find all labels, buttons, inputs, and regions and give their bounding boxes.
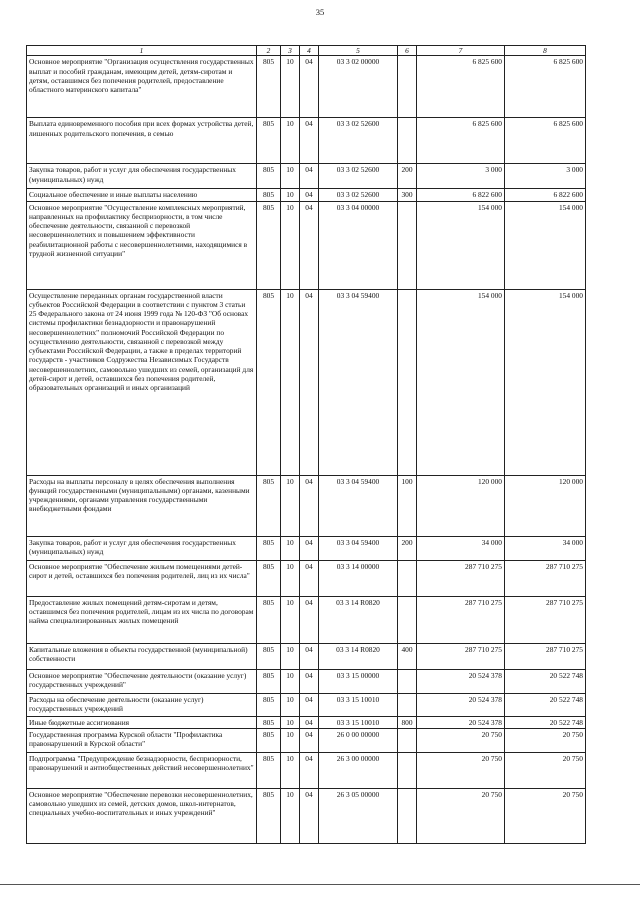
amount-col-7: 287 710 275 <box>417 560 505 596</box>
amount-col-8: 6 822 600 <box>505 189 586 201</box>
expense-type-code <box>398 118 417 164</box>
expense-type-code: 800 <box>398 716 417 728</box>
ministry-code: 805 <box>257 189 281 201</box>
section-code: 10 <box>281 201 300 289</box>
target-article-code: 03 3 04 00000 <box>319 201 398 289</box>
target-article-code: 26 3 05 00000 <box>319 788 398 843</box>
amount-col-8: 287 710 275 <box>505 596 586 643</box>
target-article-code: 26 0 00 00000 <box>319 728 398 752</box>
target-article-code: 03 3 04 59400 <box>319 536 398 560</box>
expense-type-code <box>398 289 417 475</box>
ministry-code: 805 <box>257 752 281 788</box>
section-code: 10 <box>281 118 300 164</box>
section-code: 10 <box>281 560 300 596</box>
section-code: 10 <box>281 189 300 201</box>
amount-col-7: 6 825 600 <box>417 56 505 118</box>
subsection-code: 04 <box>300 693 319 716</box>
subsection-code: 04 <box>300 289 319 475</box>
subsection-code: 04 <box>300 475 319 536</box>
expense-type-code <box>398 56 417 118</box>
amount-col-8: 20 522 748 <box>505 669 586 693</box>
amount-col-7: 20 524 378 <box>417 693 505 716</box>
target-article-code: 03 3 14 00000 <box>319 560 398 596</box>
ministry-code: 805 <box>257 56 281 118</box>
amount-col-8: 20 750 <box>505 788 586 843</box>
expense-type-code: 300 <box>398 189 417 201</box>
amount-col-7: 287 710 275 <box>417 643 505 669</box>
expense-type-code <box>398 752 417 788</box>
expense-type-code <box>398 728 417 752</box>
subsection-code: 04 <box>300 536 319 560</box>
item-name: Закупка товаров, работ и услуг для обеспечения государственных (муниципальных) нужд <box>27 536 257 560</box>
table-row <box>27 669 586 693</box>
amount-col-7: 154 000 <box>417 201 505 289</box>
table-row <box>27 716 586 728</box>
scan-bottom-edge <box>0 884 640 885</box>
page-number: 35 <box>315 7 325 17</box>
item-name: Основное мероприятие "Осуществление комплексных мероприятий, направленных на профилактику беспризорности, в том числе обеспечение деятельности, связанной с перевозкой несовершеннолетних и повышением эффективности реабилитационной работы с несовершеннолетними, находящимися в трудной жизненной ситуации" <box>27 201 257 289</box>
table-row <box>27 752 586 788</box>
expense-type-code <box>398 788 417 843</box>
amount-col-7: 20 750 <box>417 752 505 788</box>
ministry-code: 805 <box>257 536 281 560</box>
section-code: 10 <box>281 536 300 560</box>
table-row <box>27 289 586 475</box>
section-code: 10 <box>281 752 300 788</box>
table-row <box>27 596 586 643</box>
ministry-code: 805 <box>257 201 281 289</box>
ministry-code: 805 <box>257 560 281 596</box>
expense-type-code: 100 <box>398 475 417 536</box>
target-article-code: 03 3 14 R0820 <box>319 643 398 669</box>
column-number-header: 6 <box>398 46 417 56</box>
table-row <box>27 788 586 843</box>
expense-type-code <box>398 560 417 596</box>
section-code: 10 <box>281 643 300 669</box>
amount-col-7: 20 750 <box>417 788 505 843</box>
target-article-code: 03 3 02 52600 <box>319 189 398 201</box>
amount-col-7: 3 000 <box>417 164 505 189</box>
subsection-code: 04 <box>300 164 319 189</box>
amount-col-7: 20 750 <box>417 728 505 752</box>
ministry-code: 805 <box>257 728 281 752</box>
item-name: Расходы на обеспечение деятельности (оказание услуг) государственных учреждений <box>27 693 257 716</box>
subsection-code: 04 <box>300 788 319 843</box>
section-code: 10 <box>281 475 300 536</box>
target-article-code: 03 3 15 10010 <box>319 716 398 728</box>
item-name: Капитальные вложения в объекты государственной (муниципальной) собственности <box>27 643 257 669</box>
amount-col-8: 20 750 <box>505 752 586 788</box>
item-name: Выплата единовременного пособия при всех формах устройства детей, лишенных родительского попечения, в семью <box>27 118 257 164</box>
subsection-code: 04 <box>300 669 319 693</box>
ministry-code: 805 <box>257 693 281 716</box>
expense-type-code: 400 <box>398 643 417 669</box>
target-article-code: 26 3 00 00000 <box>319 752 398 788</box>
section-code: 10 <box>281 669 300 693</box>
expense-type-code <box>398 693 417 716</box>
target-article-code: 03 3 15 00000 <box>319 669 398 693</box>
expense-type-code <box>398 669 417 693</box>
budget-table <box>26 45 586 844</box>
subsection-code: 04 <box>300 189 319 201</box>
ministry-code: 805 <box>257 118 281 164</box>
section-code: 10 <box>281 596 300 643</box>
subsection-code: 04 <box>300 643 319 669</box>
table-row <box>27 118 586 164</box>
amount-col-7: 154 000 <box>417 289 505 475</box>
item-name: Осуществление переданных органам государственной власти субъектов Российской Федерации в соответствии с пунктом 3 статьи 25 Федерального закона от 24 июня 1999 года № 120-ФЗ "Об основах системы профилактики безнадзорности и правонарушений несовершеннолетних" полномочий Российской Федерации по осуществлению деятельности, связанной с перевозкой между субъектами Российской Федерации, а также в пределах территорий государств - участников Содружества Независимых Государств несовершеннолетних, самовольно ушедших из семей, организаций для детей-сирот и детей, оставшихся без попечения родителей, образовательных организаций и иных организаций <box>27 289 257 475</box>
amount-col-8: 154 000 <box>505 201 586 289</box>
column-number-header: 1 <box>27 46 257 56</box>
amount-col-7: 287 710 275 <box>417 596 505 643</box>
section-code: 10 <box>281 693 300 716</box>
subsection-code: 04 <box>300 560 319 596</box>
ministry-code: 805 <box>257 643 281 669</box>
item-name: Социальное обеспечение и иные выплаты населению <box>27 189 257 201</box>
item-name: Предоставление жилых помещений детям-сиротам и детям, оставшимся без попечения родителей, лицам из их числа по договорам найма специализированных жилых помещений <box>27 596 257 643</box>
ministry-code: 805 <box>257 669 281 693</box>
target-article-code: 03 3 14 R0820 <box>319 596 398 643</box>
amount-col-8: 34 000 <box>505 536 586 560</box>
amount-col-7: 120 000 <box>417 475 505 536</box>
target-article-code: 03 3 15 10010 <box>319 693 398 716</box>
table-row <box>27 728 586 752</box>
table-row <box>27 56 586 118</box>
ministry-code: 805 <box>257 596 281 643</box>
item-name: Основное мероприятие "Обеспечение жильем помещениями детей-сирот и детей, оставшихся без попечения родителей, лиц из их числа" <box>27 560 257 596</box>
table-row <box>27 643 586 669</box>
item-name: Государственная программа Курской области "Профилактика правонарушений в Курской области" <box>27 728 257 752</box>
column-number-header: 8 <box>505 46 586 56</box>
ministry-code: 805 <box>257 716 281 728</box>
section-code: 10 <box>281 716 300 728</box>
amount-col-8: 20 522 748 <box>505 693 586 716</box>
item-name: Основное мероприятие "Обеспечение перевозки несовершеннолетних, самовольно ушедших из семей, детских домов, школ-интернатов, специальных учебно-воспитательных и иных учреждений" <box>27 788 257 843</box>
column-number-header: 7 <box>417 46 505 56</box>
section-code: 10 <box>281 788 300 843</box>
section-code: 10 <box>281 289 300 475</box>
item-name: Подпрограмма "Предупреждение безнадзорности, беспризорности, правонарушений и антиобщественных действий несовершеннолетних" <box>27 752 257 788</box>
amount-col-8: 154 000 <box>505 289 586 475</box>
amount-col-8: 6 825 600 <box>505 56 586 118</box>
column-number-header: 4 <box>300 46 319 56</box>
section-code: 10 <box>281 728 300 752</box>
amount-col-7: 20 524 378 <box>417 669 505 693</box>
table-row <box>27 201 586 289</box>
item-name: Основное мероприятие "Обеспечение деятельности (оказание услуг) государственных учреждений" <box>27 669 257 693</box>
amount-col-8: 287 710 275 <box>505 560 586 596</box>
subsection-code: 04 <box>300 728 319 752</box>
amount-col-8: 287 710 275 <box>505 643 586 669</box>
expense-type-code: 200 <box>398 536 417 560</box>
amount-col-8: 20 750 <box>505 728 586 752</box>
ministry-code: 805 <box>257 164 281 189</box>
item-name: Закупка товаров, работ и услуг для обеспечения государственных (муниципальных) нужд <box>27 164 257 189</box>
table-row <box>27 189 586 201</box>
target-article-code: 03 3 04 59400 <box>319 475 398 536</box>
subsection-code: 04 <box>300 752 319 788</box>
table-row <box>27 475 586 536</box>
expense-type-code: 200 <box>398 164 417 189</box>
ministry-code: 805 <box>257 289 281 475</box>
item-name: Основное мероприятие "Организация осуществления государственных выплат и пособий гражданам, имеющим детей, детям-сиротам и детям, оставшимся без попечения родителей, предоставление областного материнского капитала" <box>27 56 257 118</box>
subsection-code: 04 <box>300 56 319 118</box>
amount-col-7: 34 000 <box>417 536 505 560</box>
subsection-code: 04 <box>300 118 319 164</box>
section-code: 10 <box>281 56 300 118</box>
target-article-code: 03 3 04 59400 <box>319 289 398 475</box>
ministry-code: 805 <box>257 788 281 843</box>
column-number-header: 5 <box>319 46 398 56</box>
column-number-header: 2 <box>257 46 281 56</box>
subsection-code: 04 <box>300 596 319 643</box>
target-article-code: 03 3 02 52600 <box>319 164 398 189</box>
subsection-code: 04 <box>300 201 319 289</box>
item-name: Иные бюджетные ассигнования <box>27 716 257 728</box>
expense-type-code <box>398 596 417 643</box>
expense-type-code <box>398 201 417 289</box>
amount-col-8: 3 000 <box>505 164 586 189</box>
target-article-code: 03 3 02 00000 <box>319 56 398 118</box>
subsection-code: 04 <box>300 716 319 728</box>
table-row <box>27 536 586 560</box>
amount-col-8: 20 522 748 <box>505 716 586 728</box>
amount-col-8: 6 825 600 <box>505 118 586 164</box>
table-row <box>27 164 586 189</box>
target-article-code: 03 3 02 52600 <box>319 118 398 164</box>
column-number-header-row <box>27 46 586 56</box>
ministry-code: 805 <box>257 475 281 536</box>
table-row <box>27 560 586 596</box>
table-row <box>27 693 586 716</box>
amount-col-7: 6 825 600 <box>417 118 505 164</box>
amount-col-7: 20 524 378 <box>417 716 505 728</box>
amount-col-8: 120 000 <box>505 475 586 536</box>
item-name: Расходы на выплаты персоналу в целях обеспечения выполнения функций государственными (муниципальными) органами, казенными учреждениями, органами управления государственными внебюджетными фондами <box>27 475 257 536</box>
amount-col-7: 6 822 600 <box>417 189 505 201</box>
section-code: 10 <box>281 164 300 189</box>
column-number-header: 3 <box>281 46 300 56</box>
